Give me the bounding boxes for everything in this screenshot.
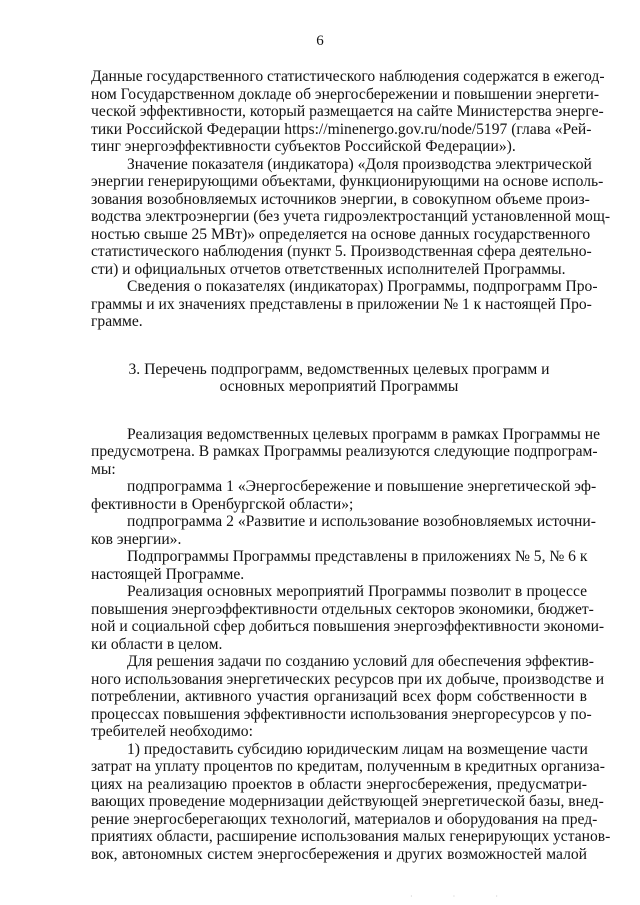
text-line: фективности в Оренбургской области»; [91,495,354,513]
page-number: 6 [316,33,324,49]
paragraph-subsidy-item [91,740,611,864]
text-line: ностью свыше 25 МВт)» определяется на основе данных государственного [91,225,591,243]
section-heading-line: 3. Перечень подпрограмм, ведомственных целевых программ и [128,360,550,378]
text-line: настоящей Программе. [91,565,245,583]
text-line: процессах повышения эффективности использования энергоресурсов у по- [91,705,592,723]
text-line: ном Государственном докладе об энергосбережении и повышении энергети- [91,85,600,103]
text-line: Данные государственного статистического наблюдения содержатся в ежегод- [91,68,605,85]
text-line: тики Российской Федерации https://minenergo.gov.ru/node/5197 (глава «Рей- [91,120,592,138]
text-line: статистического наблюдения (пункт 5. Производственная сфера деятельно- [91,243,592,260]
paragraph-subprograms-appendix [91,548,587,583]
text-line: ной и социальной сфер добиться повышения энергоэффективности экономи- [91,618,605,635]
text-line: Реализация основных мероприятий Программы позволит в процессе [127,583,587,600]
text-line: повышения энергоэффективности отдельных секторов экономики, бюджет- [91,600,594,618]
text-line: энергии генерирующими объектами, функционирующими на основе исполь- [91,173,604,190]
text-line: вающих проведение модернизации действующей энергетической базы, внед- [91,793,604,810]
text-line: циях на реализацию проектов в области энергосбережения, предусматри- [91,775,587,793]
text-line: предусмотрена. В рамках Программы реализуются следующие подпрограм- [91,443,598,460]
text-line: затрат на уплату процентов по кредитам, полученным в кредитных организа- [91,758,605,775]
text-line: 1) предоставить субсидию юридическим лицам на возмещение части [127,740,588,758]
paragraph-subprogram-1 [91,478,597,513]
text-line: Значение показателя (индикатора) «Доля производства электрической [127,155,592,173]
text-line: сти) и официальных отчетов ответственных исполнителей Программы. [91,260,566,278]
text-line: ческой эффективности, который размещается на сайте Министерства энерге- [91,103,604,120]
text-line: граммы и их значениях представлены в приложении № 1 к настоящей Про- [91,295,592,313]
paragraph-indicator-value [91,155,611,279]
paragraph-statistics-source [91,68,605,156]
text-line: требителей необходимо: [91,723,253,740]
text-line: зования возобновляемых источников энергии, в совокупном объеме произ- [91,190,590,208]
text-line: Реализация ведомственных целевых программ в рамках Программы не [127,425,601,443]
text-line: Для решения задачи по созданию условий для обеспечения эффектив- [127,653,594,670]
text-line: приятиях области, расширение использования малых генерирующих установ- [91,828,611,845]
paragraph-indicators-appendix [91,278,598,331]
paragraph-subprogram-2 [91,513,596,548]
text-line: подпрограмма 2 «Развитие и использование возобновляемых источни- [127,513,596,530]
text-line: водства электроэнергии (без учета гидроэлектростанций установленной мощ- [91,208,611,225]
text-line: мы: [91,460,116,478]
text-line: ков энергии». [91,530,182,548]
text-line: тинг энергоэффективности субъектов Российской Федерации»). [91,138,516,155]
document-body [91,68,611,863]
text-line: ного использования энергетических ресурсов при их добыче, производстве и [91,670,605,688]
section-heading-line: основных мероприятий Программы [219,378,459,395]
text-line: подпрограмма 1 «Энергосбережение и повышение энергетической эф- [127,478,597,495]
paragraph-task-conditions [91,653,605,741]
text-line: Сведения о показателях (индикаторах) Программы, подпрограмм Про- [127,278,598,295]
text-line: ки области в целом. [91,635,223,653]
text-line: грамме. [91,313,143,330]
scan-artifact-dots: ··· [410,892,538,901]
paragraph-main-activities [91,583,605,653]
paragraph-subprograms-intro [91,425,601,479]
section-heading [91,361,587,396]
text-line: потреблении, активного участия организаций всех форм собственности в [91,688,587,705]
text-line: вок, автономных систем энергосбережения и других возможностей малой [91,845,587,863]
text-line: рение энергосберегающих технологий, материалов и оборудования на пред- [91,810,598,828]
text-line: Подпрограммы Программы представлены в приложениях № 5, № 6 к [127,548,588,565]
